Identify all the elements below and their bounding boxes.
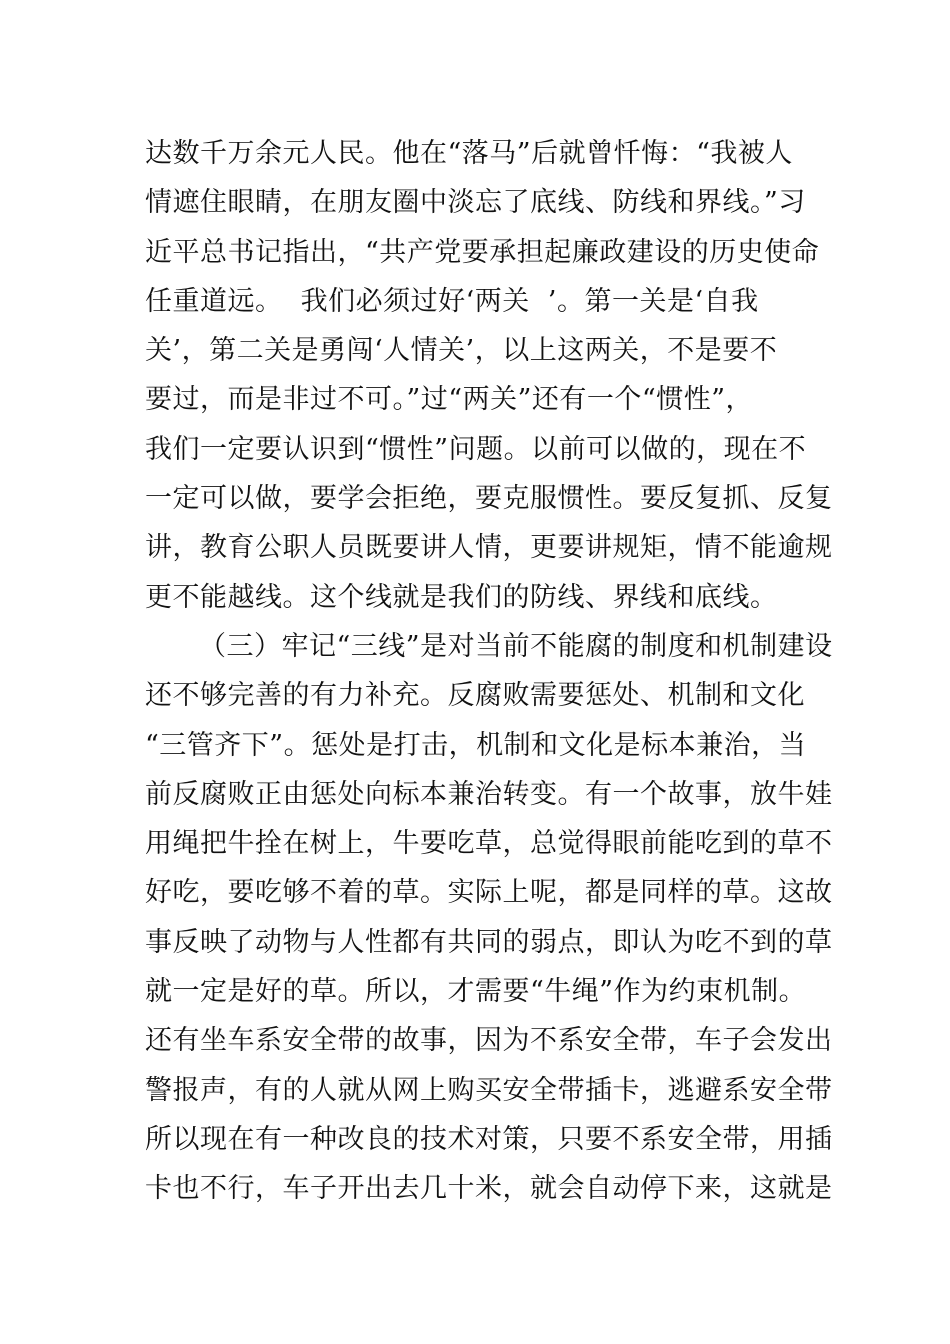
text-line: 近平总书记指出，“共产党要承担起廉政建设的历史使命 (145, 236, 820, 268)
text-line: 就一定是好的草。所以，才需要“牛绳”作为约束机制。 (145, 976, 807, 1008)
text-line: “三管齐下”。惩处是打击，机制和文化是标本兼治，当 (145, 729, 807, 761)
text-line: 关’，第二关是勇闯‘人情关’，以上这两关，不是要不 (145, 335, 778, 367)
text-line: 还不够完善的有力补充。反腐败需要惩处、机制和文化 (145, 680, 805, 712)
paragraph-start-line: （三）牢记“三线”是对当前不能腐的制度和机制建设 (199, 630, 833, 662)
text-line: 所以现在有一种改良的技术对策，只要不系安全带，用插 (145, 1123, 833, 1155)
text-line: 警报声，有的人就从网上购买安全带插卡，逃避系安全带 (145, 1074, 833, 1106)
text-line: 事反映了动物与人性都有共同的弱点，即认为吃不到的草 (145, 926, 833, 958)
text-line: 达数千万余元人民。他在“落马”后就曾忏悔：“我被人 (145, 138, 793, 169)
text-line: 更不能越线。这个线就是我们的防线、界线和底线。 (145, 581, 778, 613)
text-line: 要过，而是非过不可。”过“两关”还有一个“惯性”， (145, 384, 754, 416)
text-line: 任重道远。 我们必须过好‘两关 ’。第一关是‘自我 (145, 285, 759, 317)
text-line: 前反腐败正由惩处向标本兼治转变。有一个故事，放牛娃 (145, 778, 833, 810)
text-line: 好吃，要吃够不着的草。实际上呢，都是同样的草。这故 (145, 877, 833, 909)
text-line: 还有坐车系安全带的故事，因为不系安全带，车子会发出 (145, 1025, 833, 1057)
text-line: 情遮住眼睛，在朋友圈中淡忘了底线、防线和界线。”习 (145, 187, 806, 219)
text-line: 一定可以做，要学会拒绝，要克服惯性。要反复抓、反复 (145, 483, 833, 515)
text-line: 我们一定要认识到“惯性”问题。以前可以做的，现在不 (145, 433, 807, 465)
text-line: 讲，教育公职人员既要讲人情，更要讲规矩，情不能逾规 (145, 532, 833, 564)
body-text (145, 129, 833, 1214)
text-line: 用绳把牛拴在树上，牛要吃草，总觉得眼前能吃到的草不 (145, 828, 833, 860)
text-line: 卡也不行，车子开出去几十米，就会自动停下来，这就是 (145, 1173, 833, 1205)
